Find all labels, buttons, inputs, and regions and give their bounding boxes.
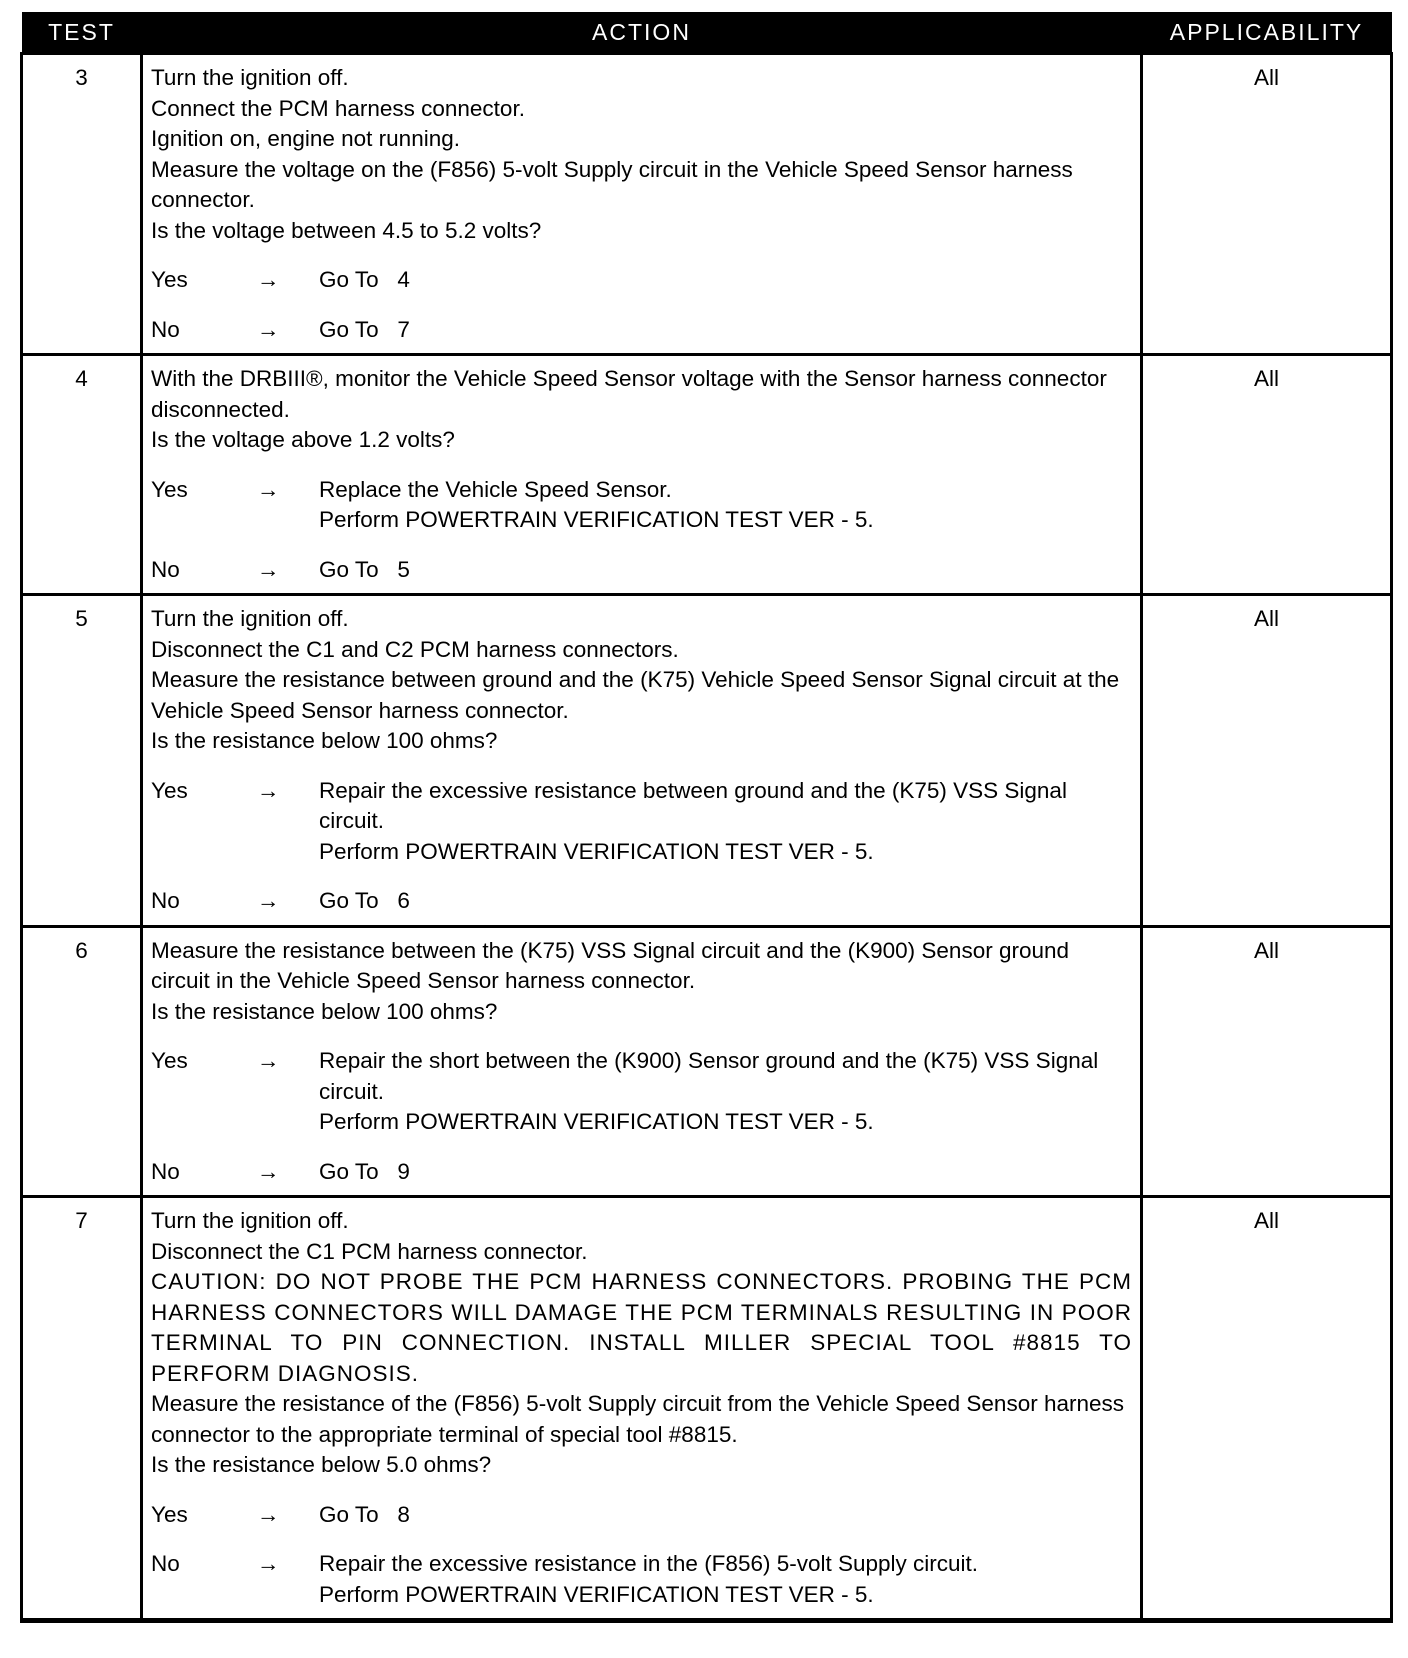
test-number: 3: [22, 54, 142, 355]
arrow-icon: →: [257, 476, 280, 502]
arrow-icon: →: [257, 1551, 280, 1576]
header-test: TEST: [22, 12, 142, 54]
result-line: Go To 4: [319, 267, 410, 292]
header-applicability: APPLICABILITY: [1142, 12, 1392, 54]
table-row: [22, 355, 1392, 595]
answer-result: [319, 776, 1132, 868]
action-line: Measure the resistance of the (F856) 5-volt Supply circuit from the Vehicle Speed Sensor harness connector to the appropriate terminal of special tool #8815.: [151, 1391, 1124, 1447]
answer-label: No: [151, 1158, 180, 1184]
diagnostic-table: [20, 12, 1393, 1623]
answer-label: Yes: [151, 1501, 188, 1527]
answer-label: No: [151, 556, 180, 582]
arrow-icon: →: [257, 1501, 280, 1527]
table-body: [22, 54, 1392, 1621]
action-line: Disconnect the C1 and C2 PCM harness connectors.: [151, 636, 679, 662]
test-number: 7: [22, 1197, 142, 1621]
arrow-icon: →: [257, 888, 280, 913]
action-line: Turn the ignition off.: [151, 65, 349, 90]
applicability: All: [1142, 355, 1392, 595]
result-line: Repair the excessive resistance between ground and the (K75) VSS Signal circuit.: [319, 777, 1074, 833]
answer-result: [319, 265, 1132, 296]
arrow-icon: →: [257, 1048, 280, 1073]
no-answer: [151, 555, 1132, 586]
answer-result: [319, 1046, 1132, 1138]
answer-label: No: [151, 316, 180, 342]
answer-result: [319, 1500, 1132, 1531]
answer-result: [319, 1157, 1132, 1188]
result-line: Repair the excessive resistance in the (F856) 5-volt Supply circuit.: [319, 1551, 979, 1576]
arrow-icon: →: [257, 316, 280, 342]
action-cell: [142, 926, 1142, 1197]
test-number: 6: [22, 926, 142, 1197]
table-row: [22, 595, 1392, 927]
diagnostic-test-sheet: [20, 12, 1390, 1623]
no-answer: [151, 315, 1132, 346]
no-answer: [151, 1157, 1132, 1188]
action-line: Ignition on, engine not running.: [151, 126, 460, 151]
answer-result: [319, 315, 1132, 346]
result-line: Go To 6: [319, 888, 410, 913]
action-line: Measure the resistance between ground and the (K75) Vehicle Speed Sensor Signal circuit at the Vehicle Speed Sensor harness connector.: [151, 667, 1120, 723]
action-line: Turn the ignition off.: [151, 1208, 349, 1233]
action-cell: [142, 54, 1142, 355]
table-header-row: [22, 12, 1392, 54]
answer-label: Yes: [151, 777, 188, 803]
answer-result: [319, 475, 1132, 536]
answer-result: [319, 1549, 1132, 1610]
answer-label: Yes: [151, 1048, 188, 1073]
action-line: Disconnect the C1 PCM harness connector.: [151, 1238, 588, 1264]
applicability: All: [1142, 54, 1392, 355]
arrow-icon: →: [257, 556, 280, 582]
action-line: Is the voltage above 1.2 volts?: [151, 427, 455, 452]
result-line: Go To 9: [319, 1158, 410, 1184]
applicability: All: [1142, 926, 1392, 1197]
table-row: [22, 54, 1392, 355]
result-line: Go To 8: [319, 1501, 410, 1527]
action-line: Is the resistance below 100 ohms?: [151, 728, 498, 753]
yes-answer: [151, 475, 1132, 536]
yes-answer: [151, 1046, 1132, 1138]
action-line: Is the resistance below 5.0 ohms?: [151, 1452, 492, 1477]
action-line: Connect the PCM harness connector.: [151, 95, 525, 121]
action-line: Is the voltage between 4.5 to 5.2 volts?: [151, 217, 542, 243]
result-line: Replace the Vehicle Speed Sensor.: [319, 476, 672, 502]
no-answer: [151, 886, 1132, 917]
result-line: Perform POWERTRAIN VERIFICATION TEST VER - 5.: [319, 1109, 874, 1134]
result-line: Perform POWERTRAIN VERIFICATION TEST VER - 5.: [319, 507, 874, 532]
action-cell: [142, 595, 1142, 927]
answer-result: [319, 886, 1132, 917]
answer-label: Yes: [151, 267, 188, 292]
action-line: With the DRBIII®, monitor the Vehicle Speed Sensor voltage with the Sensor harness connector disconnected.: [151, 366, 1107, 422]
action-cell: [142, 1197, 1142, 1621]
yes-answer: [151, 265, 1132, 296]
yes-answer: [151, 1500, 1132, 1531]
action-cell: [142, 355, 1142, 595]
arrow-icon: →: [257, 1158, 280, 1184]
result-line: Perform POWERTRAIN VERIFICATION TEST VER - 5.: [319, 1581, 874, 1607]
applicability: All: [1142, 1197, 1392, 1621]
answer-label: No: [151, 1551, 180, 1576]
applicability: All: [1142, 595, 1392, 927]
arrow-icon: →: [257, 777, 280, 803]
header-action: ACTION: [142, 12, 1142, 54]
result-line: Go To 5: [319, 556, 410, 582]
table-row: [22, 1197, 1392, 1621]
action-line: Measure the resistance between the (K75) VSS Signal circuit and the (K900) Sensor ground circuit in the Vehicle Speed Sensor harness connector.: [151, 937, 1070, 993]
result-line: Perform POWERTRAIN VERIFICATION TEST VER - 5.: [319, 838, 874, 864]
table-row: [22, 926, 1392, 1197]
test-number: 4: [22, 355, 142, 595]
test-number: 5: [22, 595, 142, 927]
action-line: Turn the ignition off.: [151, 606, 349, 631]
answer-label: Yes: [151, 476, 188, 502]
result-line: Repair the short between the (K900) Sensor ground and the (K75) VSS Signal circuit.: [319, 1048, 1105, 1104]
answer-label: No: [151, 888, 180, 913]
action-line: Measure the voltage on the (F856) 5-volt Supply circuit in the Vehicle Speed Sensor harness connector.: [151, 156, 1073, 212]
yes-answer: [151, 776, 1132, 868]
action-line: Is the resistance below 100 ohms?: [151, 998, 498, 1024]
answer-result: [319, 555, 1132, 586]
arrow-icon: →: [257, 267, 280, 292]
no-answer: [151, 1549, 1132, 1610]
caution-text: CAUTION: DO NOT PROBE THE PCM HARNESS CONNECTORS. PROBING THE PCM HARNESS CONNECTORS WILL DAMAGE THE PCM TERMINALS RESULTING IN POOR TERMINAL TO PIN CONNECTION. INSTALL MILLER SPECIAL TOOL #8815 TO PERFORM DIAGNOSIS.: [151, 1269, 1132, 1386]
result-line: Go To 7: [319, 316, 410, 342]
